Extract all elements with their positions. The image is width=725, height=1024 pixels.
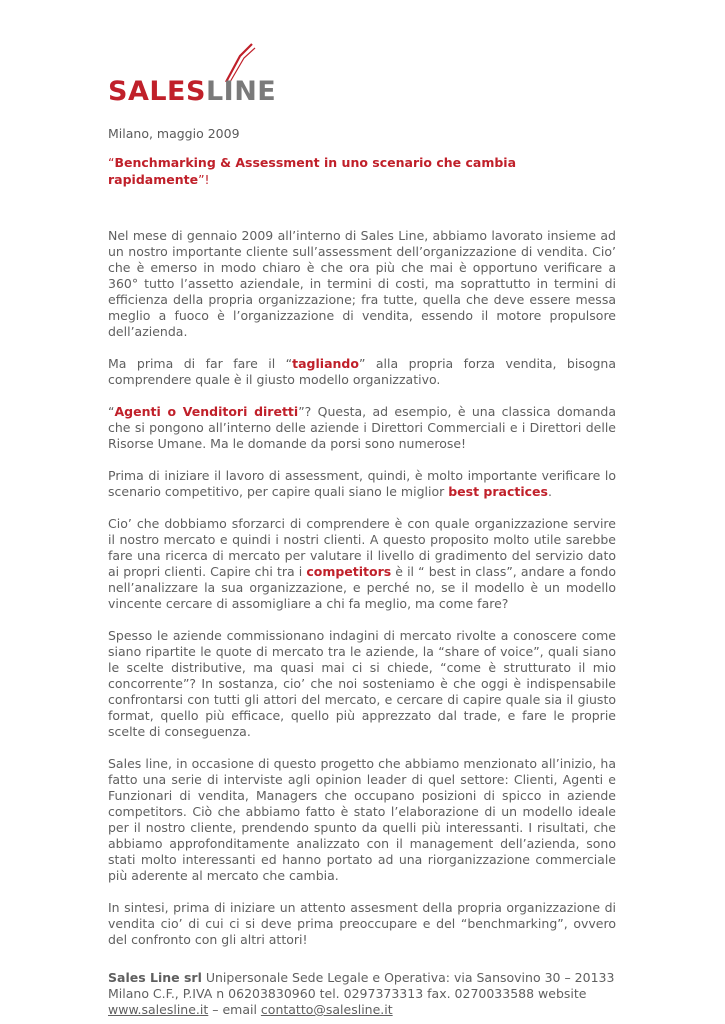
- paragraph-4: [108, 468, 616, 500]
- footer-email-link[interactable]: contatto@salesline.it: [260, 1002, 393, 1017]
- footer-company: Sales Line srl: [108, 970, 202, 985]
- letter-body: [108, 125, 616, 1018]
- paragraph-4-after: .: [547, 484, 552, 499]
- letter-footer: [108, 970, 616, 1018]
- paragraph-6: Spesso le aziende commissionano indagini di mercato rivolte a conoscere come siano ripartite le quote di mercato tra le aziende, la “share of voice”, quali siano le scelte distributive, ma quasi mai ci si chiede, “come è strutturato il mio concorrente”? In sostanza, cio’ che noi sosteniamo è che oggi è indispensabile confrontarsi con tutti gli attori del mercato, e cercare di capire quale sia il giusto format, quello più efficace, quello più apprezzato dal trade, e fare le proprie scelte di conseguenza.: [108, 628, 616, 739]
- paragraph-3-before: “: [108, 404, 115, 419]
- paragraph-3-after: ”? Questa, ad esempio, è una classica domanda che si pongono all’interno delle aziende i Direttori Commerciali e i Direttori delle Risorse Umane. Ma le domande da porsi sono numerose!: [108, 404, 616, 451]
- headline-close-quote: ”!: [198, 172, 210, 187]
- paragraph-2-before: Ma prima di far fare il “: [108, 356, 293, 371]
- paragraph-3-highlight: Agenti o Venditori diretti: [114, 404, 299, 419]
- logo-wordmark: [108, 76, 276, 108]
- paragraph-1: Nel mese di gennaio 2009 all’interno di Sales Line, abbiamo lavorato insieme ad un nostro importante cliente sull’assessment dell’organizzazione di vendita. Cio’ che è emerso in modo chiaro è che ora più che mai è opportuno verificare a 360° tutto l’assetto aziendale, in termini di costi, ma soprattutto in termini di efficienza della propria organizzazione; fra tutte, quella che deve essere messa meglio a fuoco è l’organizzazione di vendita, essendo il motore propulsore dell’azienda.: [108, 228, 616, 339]
- paragraph-7: Sales line, in occasione di questo progetto che abbiamo menzionato all’inizio, ha fatto una serie di interviste agli opinion leader di quel settore: Clienti, Agenti e Funzionari di vendita, Managers che occupano posizioni di spicco in aziende competitors. Ciò che abbiamo fatto è stato l’elaborazione di un modello ideale per il nostro cliente, prendendo spunto da quelli più interessanti. I risultati, che abbiamo approfonditamente analizzato con il management dell’azienda, sono stati molto interessanti ed hanno portato ad una riorganizzazione commerciale più aderente al mercato che cambia.: [108, 756, 616, 883]
- logo-sales-text: SALES: [108, 76, 206, 107]
- paragraph-5-before: Cio’ che dobbiamo sforzarci di comprendere è con quale organizzazione servire il nostro mercato e quindi i nostri clienti. A questo proposito molto utile sarebbe fare una ricerca di mercato per valutare il livello di gradimento del servizio dato ai propri clienti. Capire chi tra i: [108, 516, 616, 579]
- letter-headline: [108, 154, 616, 188]
- paragraph-3: [108, 404, 616, 452]
- footer-details: Unipersonale Sede Legale e Operativa: via Sansovino 30 – 20133 Milano C.F., P.IVA n 06203830960 tel. 0297373313 fax. 0270033588 website: [108, 970, 615, 1001]
- footer-website-link[interactable]: www.salesline.it: [108, 1002, 209, 1017]
- logo-line-text: LINE: [205, 76, 277, 107]
- headline-title: Benchmarking & Assessment in uno scenario che cambia rapidamente: [108, 155, 517, 187]
- paragraph-8: In sintesi, prima di iniziare un attento assesment della propria organizzazione di vendita cio’ di cui ci si deve prima preoccupare e del “benchmarking”, ovvero del confronto con gli altri attori!: [108, 900, 616, 947]
- paragraph-5-highlight: competitors: [306, 564, 392, 579]
- paragraph-2-after: ” alla propria forza vendita, bisogna comprendere quale è il giusto modello organizzativo.: [108, 356, 616, 387]
- paragraph-5: [108, 516, 616, 612]
- headline-open-quote: “: [108, 155, 115, 170]
- paragraph-4-before: Prima di iniziare il lavoro di assessment, quindi, è molto importante verificare lo scenario competitivo, per capire quali siano le miglior: [108, 468, 616, 499]
- paragraph-2: [108, 356, 616, 388]
- letter-date: Milano, maggio 2009: [108, 126, 240, 141]
- company-logo: [108, 42, 277, 112]
- paragraph-5-after: è il “ best in class”, andare a fondo nell’analizzare la sua organizzazione, e perché no, se il modello è un modello vincente cercare di assomigliare a chi fa meglio, ma come fare?: [108, 564, 616, 611]
- paragraph-2-highlight: tagliando: [292, 356, 359, 371]
- paragraph-4-highlight: best practices: [448, 484, 548, 499]
- footer-email-separator: – email: [208, 1002, 261, 1017]
